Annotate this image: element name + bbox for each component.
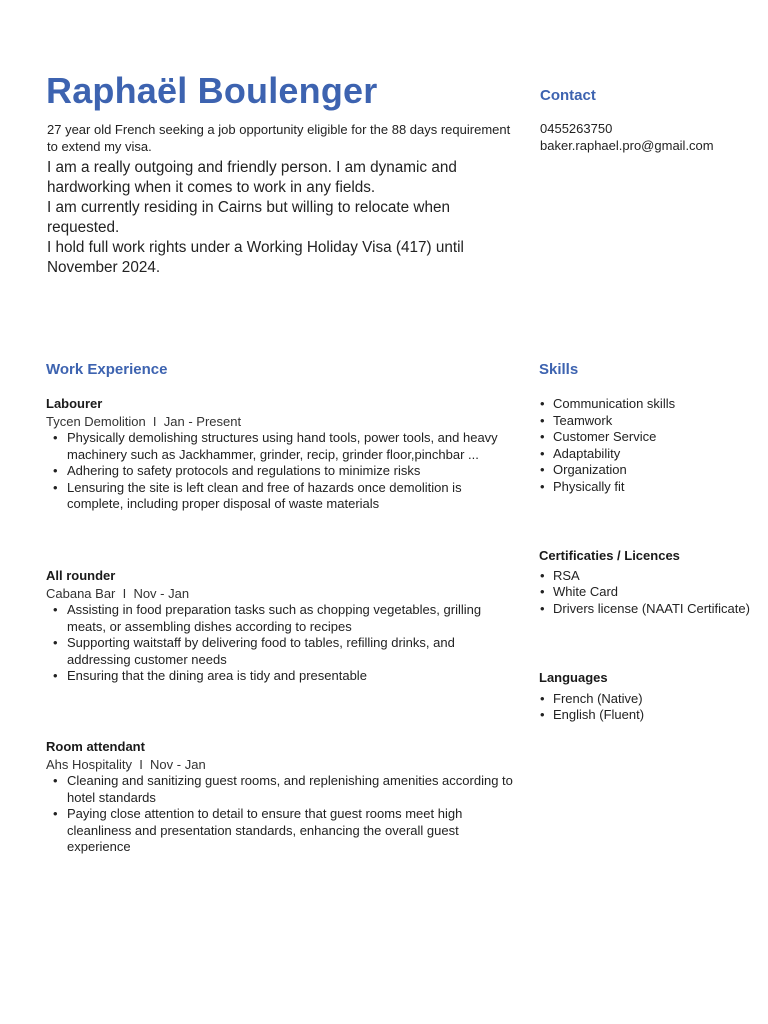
list-item: • RSA [553,568,750,585]
list-item: • White Card [553,584,750,601]
list-item: • English (Fluent) [553,707,644,724]
contact-details [540,121,714,154]
list-item: • Paying close attention to detail to ensure that guest rooms meet high cleanliness and presentation standards, enhancing the overall guest experience [67,806,516,856]
job-title: Labourer [46,396,103,411]
languages-heading: Languages [539,670,608,685]
job-duties-list [46,602,516,685]
job-meta: Ahs Hospitality I Nov - Jan [46,756,206,772]
intro-summary [47,121,517,155]
list-item: • Ensuring that the dining area is tidy and presentable [67,668,516,685]
skills-section [539,396,675,495]
list-item: • French (Native) [553,691,644,708]
intro-paragraph-2: I am currently residing in Cairns but willing to relocate when requested. [47,199,450,236]
list-item: • Supporting waitstaff by delivering food to tables, refilling drinks, and addressing customer needs [67,635,516,668]
resume-name: Raphaël Boulenger [46,70,378,111]
contact-heading: Contact [540,87,596,104]
list-item: • Physically fit [553,479,675,496]
job-title: Room attendant [46,739,145,754]
intro-paragraph-1: I am a really outgoing and friendly person. I am dynamic and hardworking when it comes to work in any fields. [47,159,457,196]
contact-phone: 0455263750 [540,121,613,136]
list-item: • Lensuring the site is left clean and free of hazards once demolition is complete, including proper disposal of waste materials [67,480,516,513]
list-item: • Teamwork [553,413,675,430]
list-item: • Adhering to safety protocols and regulations to minimize risks [67,463,516,480]
skills-list [539,396,675,495]
job-entry-room-attendant [46,739,516,856]
contact-email: baker.raphael.pro@gmail.com [540,137,714,153]
languages-list [539,691,644,724]
list-item: • Adaptability [553,446,675,463]
work-experience-heading: Work Experience [46,361,168,378]
list-item: • Communication skills [553,396,675,413]
list-item: • Cleaning and sanitizing guest rooms, and replenishing amenities according to hotel standards [67,773,516,806]
list-item: • Organization [553,462,675,479]
certificates-list [539,568,750,618]
list-item: • Customer Service [553,429,675,446]
job-entry-all-rounder [46,568,516,685]
languages-section [539,670,644,724]
intro-paragraphs [47,158,517,278]
intro-paragraph-3: I hold full work rights under a Working Holiday Visa (417) until November 2024. [47,239,464,276]
job-meta: Cabana Bar I Nov - Jan [46,585,190,601]
certificates-section [539,548,750,617]
job-meta: Tycen Demolition I Jan - Present [46,413,242,429]
list-item: • Assisting in food preparation tasks such as chopping vegetables, grilling meats, or assembling dishes according to recipes [67,602,516,635]
job-entry-labourer [46,396,516,513]
job-duties-list [46,773,516,856]
certificates-heading: Certificaties / Licences [539,548,680,563]
list-item: • Drivers license (NAATI Certificate) [553,601,750,618]
job-duties-list [46,430,516,513]
job-title: All rounder [46,568,116,583]
skills-heading: Skills [539,361,579,378]
list-item: • Physically demolishing structures using hand tools, power tools, and heavy machinery such as Jackhammer, grinder, recip, grinder floor,pinchbar ... [67,430,516,463]
intro-visa-line: 27 year old French seeking a job opportunity eligible for the 88 days requirement to extend my visa. [47,122,511,154]
